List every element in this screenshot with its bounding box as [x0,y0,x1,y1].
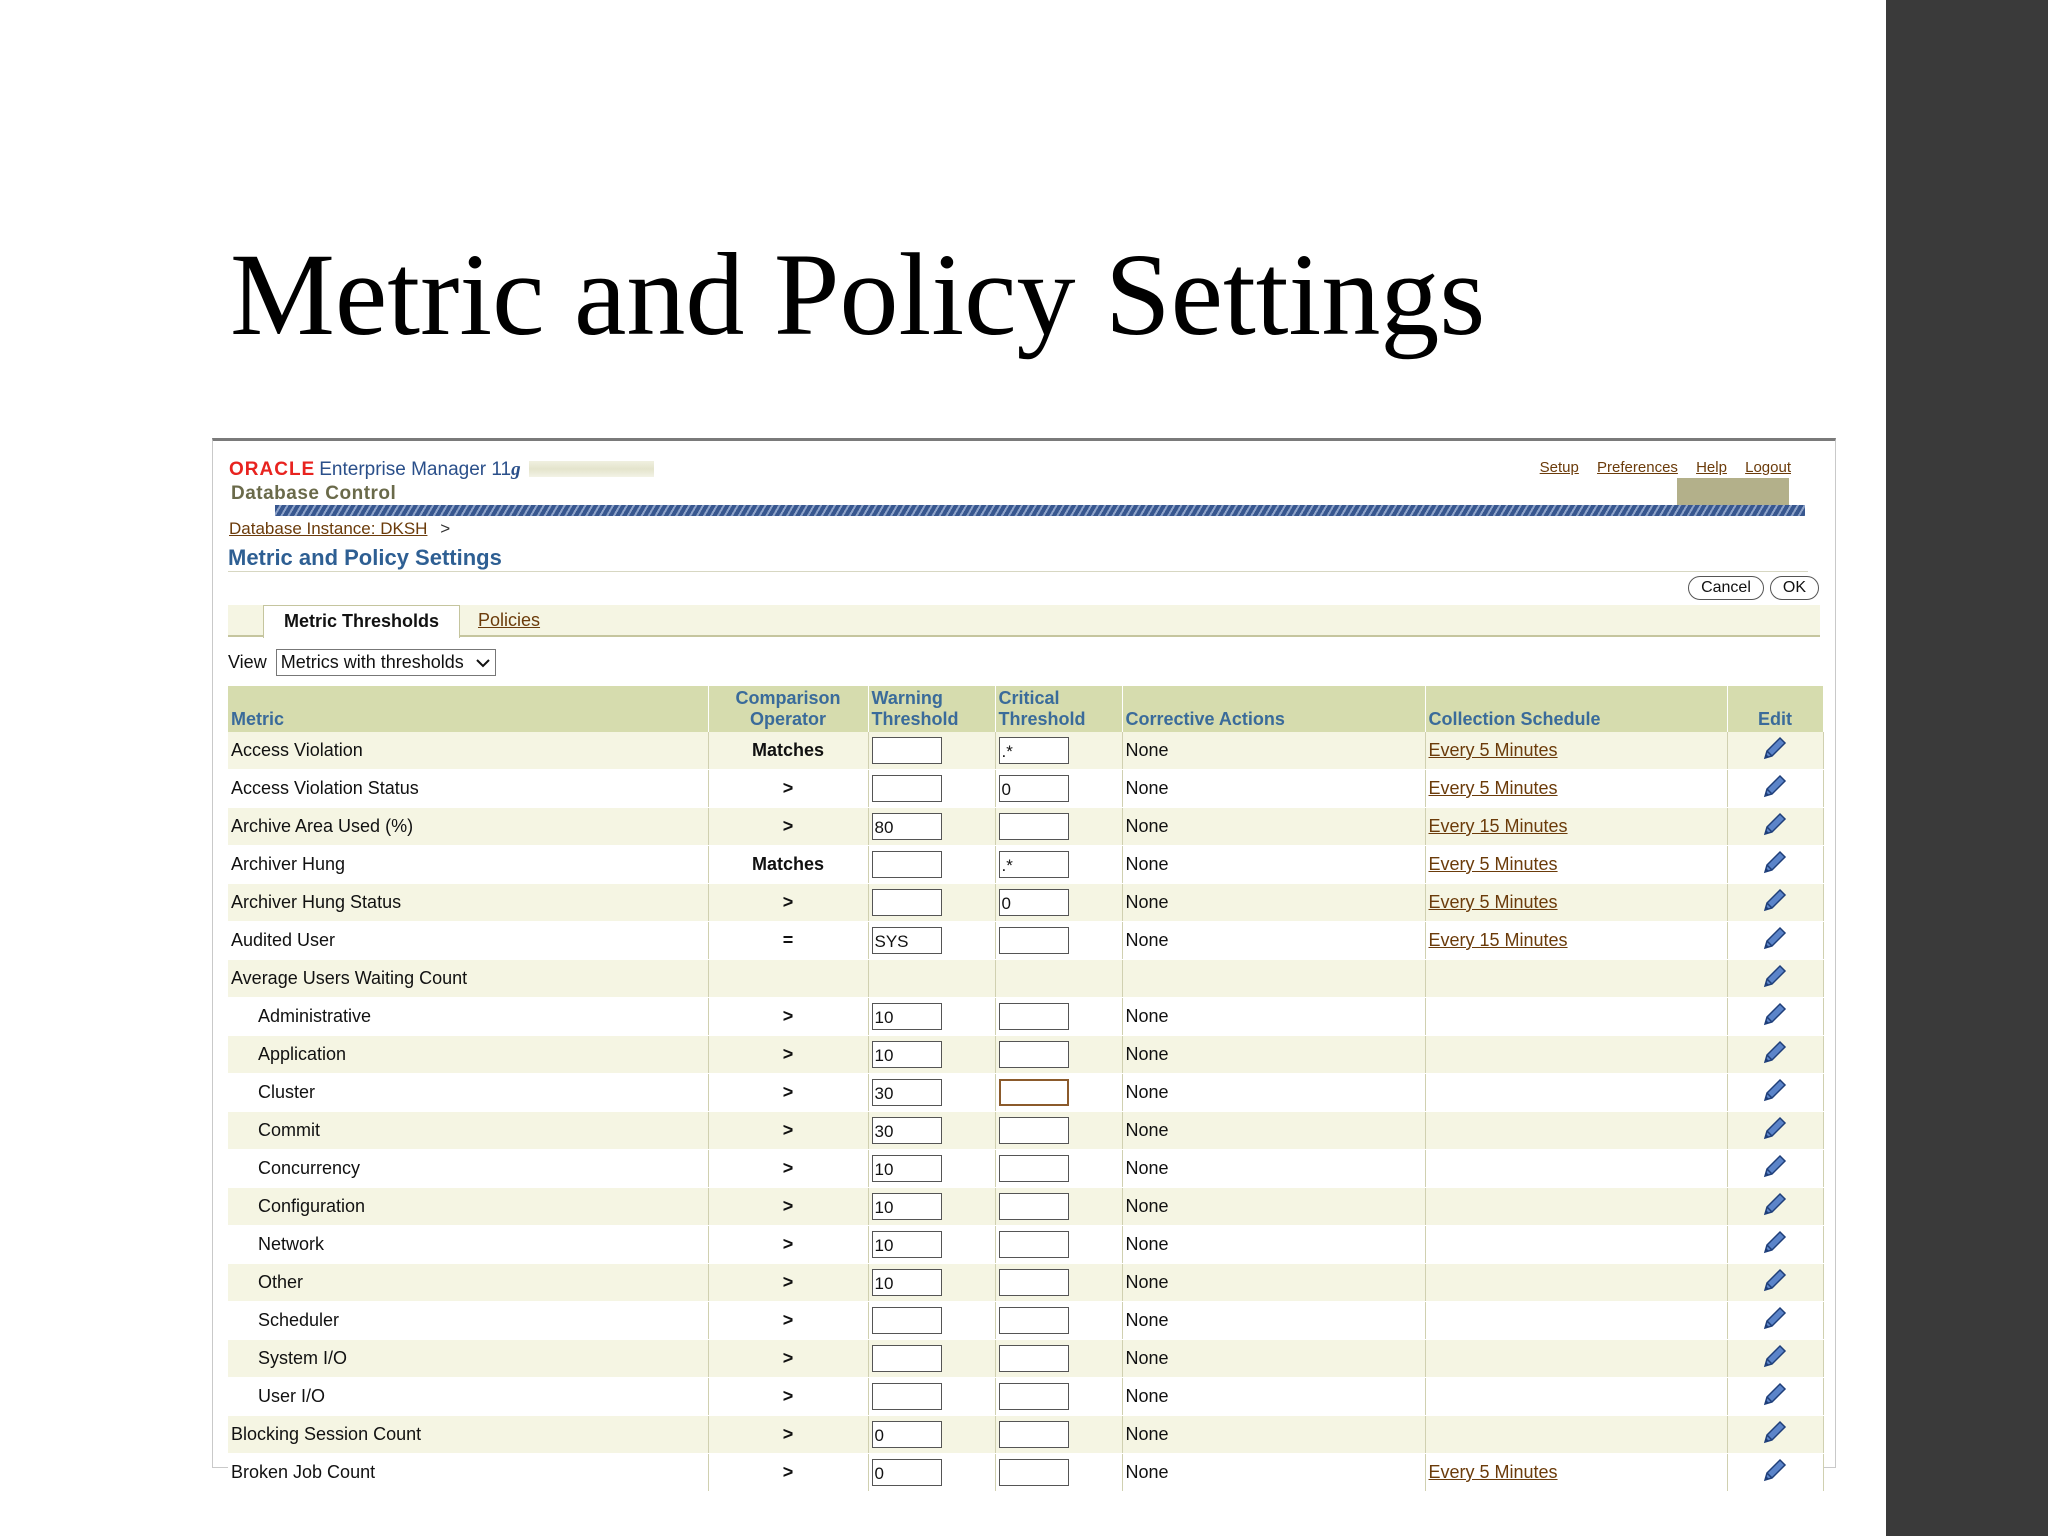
critical-threshold-cell [995,1454,1122,1492]
table-row [228,1112,1823,1150]
warning-threshold-input[interactable] [872,775,942,802]
pencil-edit-icon[interactable] [1761,810,1789,843]
edit-cell [1727,1340,1823,1378]
corrective-actions: None [1122,1226,1425,1264]
oracle-logo [229,459,654,481]
product-name [319,459,520,480]
warning-threshold-cell [868,884,995,922]
critical-threshold-input[interactable]: .* [999,851,1069,878]
collection-schedule-cell [1425,1378,1727,1416]
warning-threshold-input[interactable] [872,1383,942,1410]
header-metric[interactable]: Metric [228,686,708,732]
cancel-button[interactable]: Cancel [1688,576,1764,600]
brand-name: ORACLE [229,459,316,480]
collection-schedule-cell [1425,922,1727,960]
header-olive-block [1677,478,1789,506]
edit-cell [1727,998,1823,1036]
collection-schedule-cell [1425,998,1727,1036]
warning-threshold-cell [868,1036,995,1074]
table-row [228,960,1823,998]
metric-name: Access Violation Status [228,770,708,808]
comparison-operator: > [708,998,868,1036]
comparison-operator [708,960,868,998]
critical-threshold-input[interactable]: .* [999,737,1069,764]
critical-threshold-cell [995,1416,1122,1454]
pencil-edit-icon[interactable] [1761,1418,1789,1451]
view-filter [228,649,496,676]
collection-schedule-cell [1425,732,1727,770]
critical-threshold-input[interactable] [999,1307,1069,1334]
warning-threshold-input[interactable]: 30 [872,1079,942,1106]
corrective-actions: None [1122,1112,1425,1150]
collection-schedule-link[interactable]: Every 5 Minutes [1428,778,1558,798]
table-row [228,1340,1823,1378]
em-screenshot [212,438,1836,1483]
collection-schedule-cell [1425,1340,1727,1378]
pencil-edit-icon[interactable] [1761,1342,1789,1375]
comparison-operator: > [708,1302,868,1340]
collection-schedule-cell [1425,1188,1727,1226]
edit-cell [1727,1036,1823,1074]
table-row [228,846,1823,884]
slide-title: Metric and Policy Settings [230,229,1486,360]
corrective-actions: None [1122,808,1425,846]
edit-cell [1727,1264,1823,1302]
tab-metric-thresholds[interactable]: Metric Thresholds [263,605,460,638]
pencil-edit-icon[interactable] [1761,1266,1789,1299]
collection-schedule-cell [1425,1074,1727,1112]
warning-threshold-cell [868,1188,995,1226]
corrective-actions: None [1122,732,1425,770]
metric-name: Concurrency [228,1150,708,1188]
collection-schedule-cell [1425,884,1727,922]
warning-threshold-cell [868,1302,995,1340]
header-edit: Edit [1727,686,1823,732]
warning-threshold-cell [868,922,995,960]
critical-threshold-input[interactable] [999,1231,1069,1258]
warning-threshold-input[interactable]: 0 [872,1421,942,1448]
critical-threshold-cell [995,922,1122,960]
tab-bar-background [228,605,1820,635]
corrective-actions: None [1122,884,1425,922]
critical-threshold-cell [995,1340,1122,1378]
collection-schedule-cell [1425,770,1727,808]
metric-name: User I/O [228,1378,708,1416]
warning-threshold-input[interactable]: SYS [872,927,942,954]
title-divider [228,571,1808,572]
comparison-operator: > [708,884,868,922]
version-suffix: g [511,459,521,480]
metric-name: Configuration [228,1188,708,1226]
critical-threshold-cell [995,732,1122,770]
edit-cell [1727,1150,1823,1188]
edit-cell [1727,960,1823,998]
warning-threshold-cell [868,960,995,998]
warning-threshold-cell [868,1264,995,1302]
breadcrumb-database-instance[interactable]: Database Instance: DKSH [229,519,428,538]
metric-name: Average Users Waiting Count [228,960,708,998]
critical-threshold-cell [995,1074,1122,1112]
table-row [228,1264,1823,1302]
metric-name: Archiver Hung [228,846,708,884]
critical-threshold-cell [995,1378,1122,1416]
pencil-edit-icon[interactable] [1761,1304,1789,1337]
warning-threshold-input[interactable]: 10 [872,1003,942,1030]
table-row [228,1036,1823,1074]
metric-name: Other [228,1264,708,1302]
pencil-edit-icon[interactable] [1761,734,1789,767]
table-header-row [228,686,1823,732]
collection-schedule-cell [1425,1112,1727,1150]
warning-threshold-input[interactable] [872,1307,942,1334]
page-title: Metric and Policy Settings [228,545,502,570]
critical-threshold-cell [995,808,1122,846]
warning-threshold-input[interactable] [872,737,942,764]
table-body [228,732,1823,1492]
pencil-edit-icon[interactable] [1761,962,1789,995]
critical-threshold-input[interactable]: 0 [999,889,1069,916]
edit-cell [1727,1112,1823,1150]
corrective-actions: None [1122,1264,1425,1302]
warning-threshold-cell [868,732,995,770]
comparison-operator: Matches [708,846,868,884]
critical-threshold-cell [995,1226,1122,1264]
breadcrumb [229,519,450,539]
comparison-operator: > [708,1188,868,1226]
edit-cell [1727,770,1823,808]
comparison-operator: > [708,1150,868,1188]
pencil-edit-icon[interactable] [1761,848,1789,881]
edit-cell [1727,922,1823,960]
tab-policies[interactable]: Policies [478,610,541,630]
comparison-operator: > [708,1416,868,1454]
warning-threshold-input[interactable]: 10 [872,1155,942,1182]
comparison-operator: > [708,1226,868,1264]
warning-threshold-cell [868,1226,995,1264]
product-text: Enterprise Manager 11 [319,459,512,480]
action-buttons [1682,576,1819,600]
critical-threshold-input[interactable] [999,1041,1069,1068]
warning-threshold-cell [868,1416,995,1454]
metric-thresholds-table [228,686,1824,1492]
table-row [228,1188,1823,1226]
warning-threshold-cell [868,1340,995,1378]
critical-threshold-cell [995,1150,1122,1188]
comparison-operator: > [708,1340,868,1378]
edit-cell [1727,884,1823,922]
corrective-actions: None [1122,1302,1425,1340]
table-row [228,922,1823,960]
logout-link[interactable]: Logout [1745,459,1791,476]
metric-name: Cluster [228,1074,708,1112]
edit-cell [1727,732,1823,770]
pencil-edit-icon[interactable] [1761,1228,1789,1261]
warning-threshold-cell [868,1454,995,1492]
collection-schedule-cell [1425,846,1727,884]
metric-name: Scheduler [228,1302,708,1340]
metric-name: Broken Job Count [228,1454,708,1492]
header-stripe [275,505,1805,516]
corrective-actions: None [1122,1340,1425,1378]
view-select[interactable] [276,649,496,676]
collection-schedule-cell [1425,1264,1727,1302]
critical-threshold-cell [995,1188,1122,1226]
pencil-edit-icon[interactable] [1761,1380,1789,1413]
corrective-actions: None [1122,1378,1425,1416]
comparison-operator: > [708,1074,868,1112]
critical-threshold-input[interactable] [999,1155,1069,1182]
collection-schedule-cell [1425,960,1727,998]
comparison-operator: > [708,1454,868,1492]
collection-schedule-cell [1425,1036,1727,1074]
help-link[interactable]: Help [1696,459,1727,476]
global-links [1526,459,1791,476]
collection-schedule-link[interactable]: Every 5 Minutes [1428,892,1558,912]
table-row [228,808,1823,846]
comparison-operator: = [708,922,868,960]
pencil-edit-icon[interactable] [1761,1076,1789,1109]
corrective-actions: None [1122,998,1425,1036]
comparison-operator: Matches [708,732,868,770]
collection-schedule-link[interactable]: Every 5 Minutes [1428,854,1558,874]
collection-schedule-cell [1425,1416,1727,1454]
corrective-actions: None [1122,770,1425,808]
corrective-actions: None [1122,1150,1425,1188]
table-row [228,770,1823,808]
warning-threshold-cell [868,808,995,846]
collection-schedule-cell [1425,1454,1727,1492]
edit-cell [1727,1454,1823,1492]
corrective-actions: None [1122,846,1425,884]
metric-name: Network [228,1226,708,1264]
edit-cell [1727,846,1823,884]
critical-threshold-cell [995,1264,1122,1302]
edit-cell [1727,1074,1823,1112]
pencil-edit-icon[interactable] [1761,1190,1789,1223]
setup-link[interactable]: Setup [1539,459,1579,476]
critical-threshold-input[interactable] [999,1345,1069,1372]
warning-threshold-cell [868,1112,995,1150]
warning-threshold-input[interactable]: 10 [872,1193,942,1220]
metric-name: Access Violation [228,732,708,770]
header-corrective-actions: Corrective Actions [1122,686,1425,732]
collection-schedule-cell [1425,1226,1727,1264]
pencil-edit-icon[interactable] [1761,924,1789,957]
critical-threshold-cell [995,1302,1122,1340]
breadcrumb-separator: > [440,519,451,538]
view-selected-value: Metrics with thresholds [280,652,464,672]
metric-name: Archiver Hung Status [228,884,708,922]
critical-threshold-input[interactable] [999,1269,1069,1296]
comparison-operator: > [708,770,868,808]
critical-threshold-input[interactable] [999,1421,1069,1448]
edit-cell [1727,1226,1823,1264]
collection-schedule-link[interactable]: Every 15 Minutes [1428,930,1568,950]
pencil-edit-icon[interactable] [1761,1114,1789,1147]
table-row [228,732,1823,770]
critical-threshold-input[interactable] [999,1459,1069,1486]
view-label: View [228,652,267,672]
critical-threshold-input[interactable] [999,927,1069,954]
corrective-actions: None [1122,922,1425,960]
critical-threshold-input[interactable]: 0 [999,775,1069,802]
table-row [228,1302,1823,1340]
table-row [228,1454,1823,1492]
edit-cell [1727,808,1823,846]
comparison-operator: > [708,1378,868,1416]
warning-threshold-cell [868,1150,995,1188]
pencil-edit-icon[interactable] [1761,1000,1789,1033]
comparison-operator: > [708,1264,868,1302]
warning-threshold-input[interactable]: 10 [872,1269,942,1296]
collection-schedule-link[interactable]: Every 5 Minutes [1428,1462,1558,1482]
critical-threshold-input[interactable] [999,813,1069,840]
warning-threshold-input[interactable] [872,851,942,878]
pencil-edit-icon[interactable] [1761,1038,1789,1071]
collection-schedule-cell [1425,808,1727,846]
critical-threshold-cell [995,998,1122,1036]
header-comparison-operator: Comparison Operator [708,686,868,732]
collection-schedule-cell [1425,1302,1727,1340]
critical-threshold-cell [995,884,1122,922]
metric-name: Blocking Session Count [228,1416,708,1454]
pencil-edit-icon[interactable] [1761,772,1789,805]
edit-cell [1727,1302,1823,1340]
table-row [228,1416,1823,1454]
collection-schedule-link[interactable]: Every 15 Minutes [1428,816,1568,836]
warning-threshold-cell [868,1074,995,1112]
warning-threshold-cell [868,998,995,1036]
collection-schedule-link[interactable]: Every 5 Minutes [1428,740,1558,760]
ok-button[interactable]: OK [1770,576,1819,600]
comparison-operator: > [708,1036,868,1074]
warning-threshold-cell [868,1378,995,1416]
critical-threshold-cell [995,1112,1122,1150]
edit-cell [1727,1378,1823,1416]
pencil-edit-icon[interactable] [1761,1456,1789,1489]
table-row [228,998,1823,1036]
comparison-operator: > [708,1112,868,1150]
corrective-actions: None [1122,1036,1425,1074]
corrective-actions: None [1122,1188,1425,1226]
comparison-operator: > [708,808,868,846]
header-collection-schedule: Collection Schedule [1425,686,1727,732]
corrective-actions [1122,960,1425,998]
warning-threshold-input[interactable]: 80 [872,813,942,840]
warning-threshold-input[interactable]: 10 [872,1041,942,1068]
warning-threshold-input[interactable]: 30 [872,1117,942,1144]
product-subtitle: Database Control [231,483,397,504]
edit-cell [1727,1188,1823,1226]
slide-side-band [1886,0,2048,1536]
warning-threshold-input[interactable]: 10 [872,1231,942,1258]
corrective-actions: None [1122,1074,1425,1112]
metric-name: System I/O [228,1340,708,1378]
warning-threshold-cell [868,846,995,884]
pencil-edit-icon[interactable] [1761,886,1789,919]
critical-threshold-input[interactable] [999,1117,1069,1144]
header-critical-threshold: Critical Threshold [995,686,1122,732]
table-row [228,1074,1823,1112]
metric-name: Commit [228,1112,708,1150]
corrective-actions: None [1122,1416,1425,1454]
critical-threshold-input[interactable] [999,1003,1069,1030]
critical-threshold-input[interactable] [999,1079,1069,1106]
table-row [228,884,1823,922]
warning-threshold-input[interactable]: 0 [872,1459,942,1486]
table-row [228,1226,1823,1264]
collection-schedule-cell [1425,1150,1727,1188]
metric-name: Application [228,1036,708,1074]
critical-threshold-cell [995,1036,1122,1074]
corrective-actions: None [1122,1454,1425,1492]
table-row [228,1378,1823,1416]
critical-threshold-cell [995,960,1122,998]
warning-threshold-input[interactable] [872,889,942,916]
critical-threshold-cell [995,846,1122,884]
preferences-link[interactable]: Preferences [1597,459,1678,476]
critical-threshold-cell [995,770,1122,808]
chevron-down-icon [475,657,491,669]
critical-threshold-input[interactable] [999,1193,1069,1220]
metric-name: Administrative [228,998,708,1036]
metric-name: Archive Area Used (%) [228,808,708,846]
tab-bar [228,605,1820,637]
critical-threshold-input[interactable] [999,1383,1069,1410]
pencil-edit-icon[interactable] [1761,1152,1789,1185]
edit-cell [1727,1416,1823,1454]
header-fade-bar [529,461,654,477]
warning-threshold-cell [868,770,995,808]
warning-threshold-input[interactable] [872,1345,942,1372]
header-warning-threshold: Warning Threshold [868,686,995,732]
table-row [228,1150,1823,1188]
metric-name: Audited User [228,922,708,960]
